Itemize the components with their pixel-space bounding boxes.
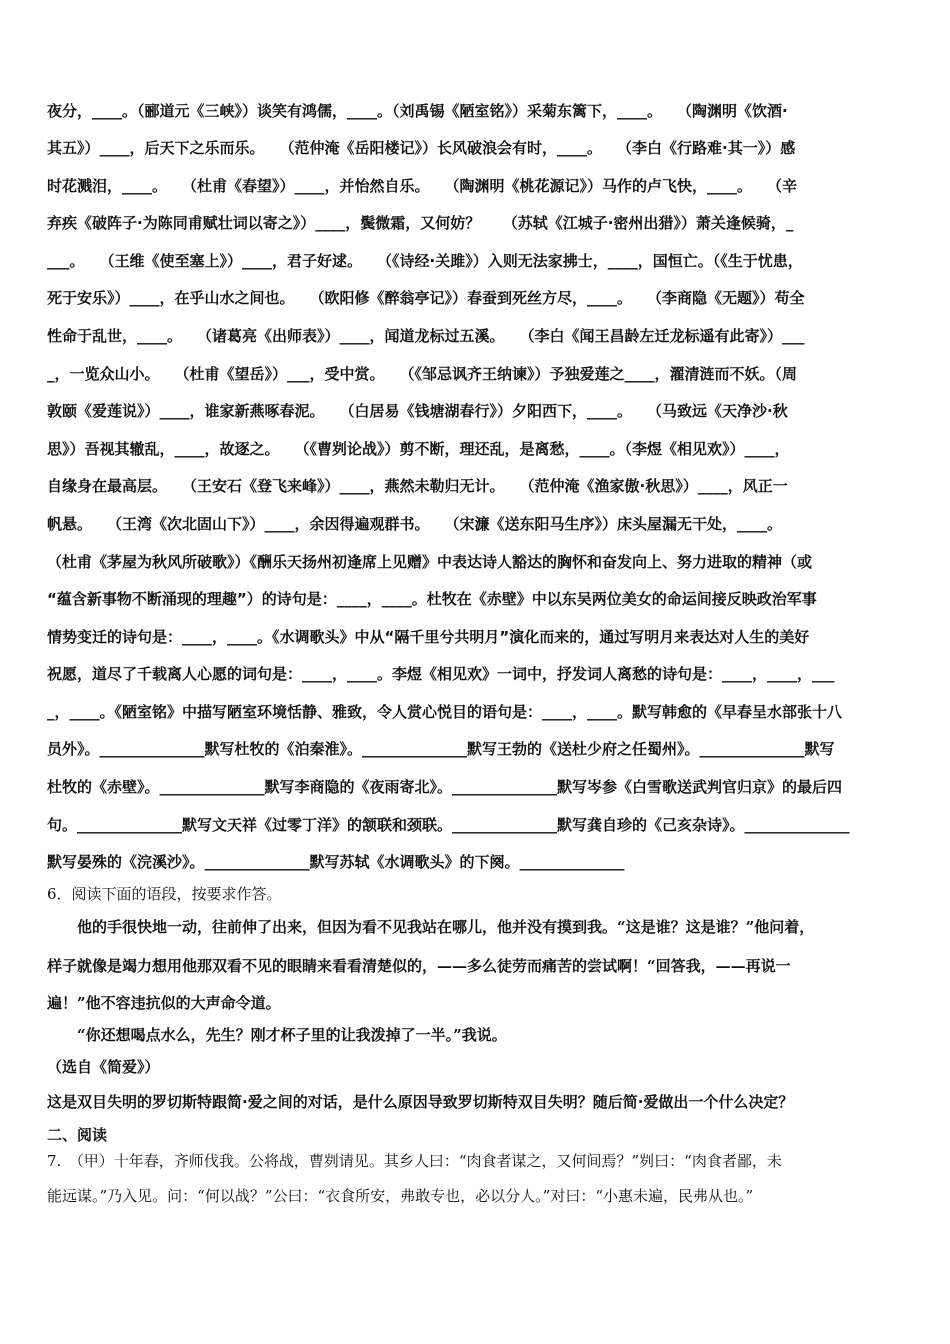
passage-line: “你还想喝点水么，先生？刚才杯子里的让我泼掉了一半。”我说。 [47, 1026, 507, 1044]
text-line: 句。______________默写文天祥《过零丁洋》的颔联和颈联。______________默写龚自珍的《己亥杂诗》。______________ [47, 816, 850, 834]
passage-line: 遍！”他不容违抗似的大声命令道。 [47, 994, 281, 1012]
text-line: 自缘身在最高层。 （王安石《登飞来峰》）____，燕然未勒归无计。 （范仲淹《渔家傲·秋思》）____，风正一 [47, 477, 788, 495]
text-line: 夜分，____。（郦道元《三峡》）谈笑有鸿儒，____。（刘禹锡《陋室铭》）采菊东篱下，____。 （陶渊明《饮酒· [47, 102, 788, 120]
source-note: （选自《简爱》） [47, 1058, 160, 1076]
text-line: 敦颐《爱莲说》）____，谁家新燕啄春泥。 （白居易《钱塘湖春行》）夕阳西下，____。 （马致远《天净沙·秋 [47, 402, 788, 420]
text-line: 帆悬。 （王湾《次北固山下》）____，余因得遍观群书。 （宋濂《送东阳马生序》）床头屋漏无干处，____。 [47, 515, 783, 533]
text-line: _，一览众山小。 （杜甫《望岳》）___，受中赏。 （《邹忌讽齐王纳谏》）予独爱莲之____，濯清涟而不妖。（周 [47, 365, 798, 383]
text-line: 祝愿，道尽了千载离人心愿的词句是：____，____。李煜《相见欢》一词中，抒发词人离愁的诗句是：____，____，___ [47, 665, 835, 683]
text-line: 死于安乐》）____，在乎山水之间也。 （欧阳修《醉翁亭记》）春蚕到死丝方尽，____。 （李商隐《无题》）苟全 [47, 289, 805, 307]
section-heading: 二、阅读 [47, 1126, 108, 1144]
text-line: ___。 （王维《使至塞上》）____，君子好逑。 （《诗经·关雎》）入则无法家拂士，____，国恒亡。（《生于忧患， [47, 252, 803, 270]
passage-line: 他的手很快地一动，往前伸了出来，但因为看不见我站在哪儿，他并没有摸到我。“这是谁？这是谁？”他问着， [47, 918, 815, 936]
text-line: 杜牧的《赤壁》。______________默写李商隐的《夜雨寄北》。______________默写岑参《白雪歌送武判官归京》的最后四 [47, 778, 843, 796]
text-line: _，____。《陋室铭》中描写陋室环境恬静、雅致，令人赏心悦目的语句是：____，____。默写韩愈的《早春呈水部张十八 [47, 703, 843, 721]
question-title: 6．阅读下面的语段，按要求作答。 [47, 885, 282, 903]
text-line: 性命于乱世，____。 （诸葛亮《出师表》）____，闻道龙标过五溪。 （李白《闻王昌龄左迁龙标遥有此寄》）___ [47, 327, 805, 345]
text-line: 思》）吾视其辙乱，____，故逐之。 （《曹刿论战》）剪不断，理还乱，是离愁，____。（李煜《相见欢》）____， [47, 440, 790, 458]
text-line: （杜甫《茅屋为秋风所破歌》）《酬乐天扬州初逢席上见赠》中表达诗人豁达的胸怀和奋发向上、努力进取的精神（或 [47, 553, 813, 571]
text-line: 其五》）____，后天下之乐而乐。 （范仲淹《岳阳楼记》）长风破浪会有时，____。 （李白《行路难·其一》）感 [47, 139, 796, 157]
passage-line: 样子就像是竭力想用他那双看不见的眼睛来看看清楚似的，——多么徒劳而痛苦的尝试啊！“回答我，——再说一 [47, 957, 791, 975]
question-prompt: 这是双目失明的罗切斯特跟简·爱之间的对话，是什么原因导致罗切斯特双目失明？随后简·爱做出一个什么决定？ [47, 1093, 794, 1111]
text-line: 员外》。______________默写杜牧的《泊秦淮》。______________默写王勃的《送杜少府之任蜀州》。______________默写 [47, 740, 835, 758]
passage-line: 7. （甲）十年春，齐师伐我。公将战，曹刿请见。其乡人曰：“肉食者谋之，又何间焉？”刿曰：“肉食者鄙，未 [47, 1152, 782, 1170]
text-line: 弃疾《破阵子·为陈同甫赋壮词以寄之》）____，鬓微霜，又何妨？ （苏轼《江城子·密州出猎》）萧关逢候骑，_ [47, 214, 794, 232]
text-line: 时花溅泪，____。 （杜甫《春望》）____，并怡然自乐。 （陶渊明《桃花源记》）马作的卢飞快，____。 （辛 [47, 177, 798, 195]
passage-line: 能远谋。”乃入见。问：“何以战？”公曰：“衣食所安，弗敢专也，必以分人。”对曰：“小惠未遍，民弗从也。” [47, 1187, 754, 1205]
text-line: 默写晏殊的《浣溪沙》。______________默写苏轼《水调歌头》的下阕。______________ [47, 853, 625, 871]
text-line: “蕴含新事物不断涌现的理趣”）的诗句是：____，____。杜牧在《赤壁》中以东吴两位美女的命运间接反映政治军事 [47, 590, 817, 608]
text-line: 情势变迁的诗句是：____，____。《水调歌头》中从“隔千里兮共明月”演化而来的，通过写明月来表达对人生的美好 [47, 628, 810, 646]
